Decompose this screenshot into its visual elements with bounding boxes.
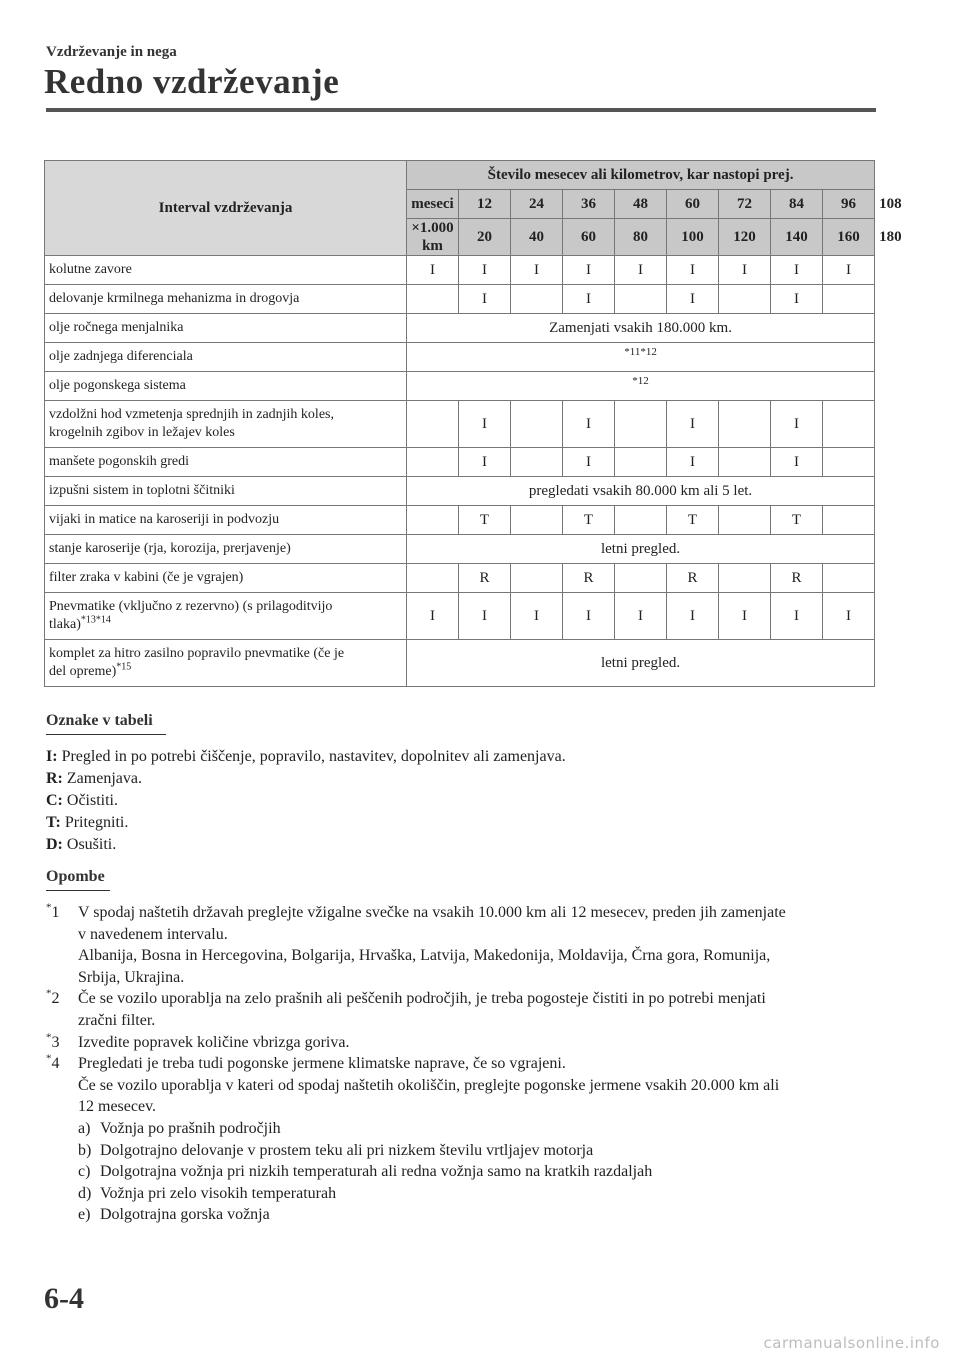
table-cell: I [563, 285, 615, 314]
table-cell: R [667, 564, 719, 593]
note-marker: *3 [46, 1031, 60, 1051]
table-cell [407, 448, 459, 477]
table-cell: T [563, 506, 615, 535]
table-cell: I [563, 256, 615, 285]
table-cell: I [407, 256, 459, 285]
table-cell: I [667, 448, 719, 477]
table-cell: I [667, 285, 719, 314]
watermark: carmanualsonline.info [763, 1334, 940, 1352]
km-cell: 80 [615, 219, 667, 256]
note-line: 12 mesecev. [78, 1098, 157, 1116]
row-label-line: vzdolžni hod vzmetenja sprednjih in zadnjih koles, [49, 407, 334, 422]
table-cell [823, 448, 875, 477]
span-cell: Zamenjati vsakih 180.000 km. [407, 314, 875, 343]
title-rule [46, 108, 876, 112]
table-cell: I [823, 256, 875, 285]
table-row [45, 477, 875, 506]
notes-list [46, 902, 856, 1226]
note-line: zračni filter. [78, 1011, 156, 1029]
table-cell: I [667, 401, 719, 448]
month-cell: 48 [615, 190, 667, 219]
month-cell: 36 [563, 190, 615, 219]
note-sub-item: a) Vožnja po prašnih področjih [78, 1119, 281, 1137]
table-row [45, 285, 875, 314]
row-label-line: tlaka) [49, 617, 81, 632]
table-row [45, 256, 875, 285]
span-cell: letni pregled. [407, 640, 875, 687]
note-line: Izvedite popravek količine vbrizga goriva. [78, 1033, 350, 1051]
row-label: manšete pogonskih gredi [45, 448, 407, 477]
table-cell: T [771, 506, 823, 535]
note-sub-item: e) Dolgotrajna gorska vožnja [78, 1206, 270, 1224]
table-cell: I [823, 593, 875, 640]
table-row [45, 372, 875, 401]
group-header: Število mesecev ali kilometrov, kar nastopi prej. [407, 161, 875, 190]
table-cell [615, 506, 667, 535]
table-cell: I [459, 593, 511, 640]
table-cell [511, 285, 563, 314]
legend-code: D: [46, 836, 63, 853]
legend-heading-rule [46, 734, 166, 735]
note-marker: *1 [46, 901, 60, 921]
table-cell: R [563, 564, 615, 593]
interval-header: Interval vzdrževanja [45, 161, 407, 256]
table-cell [823, 506, 875, 535]
table-row [45, 506, 875, 535]
table-cell: T [667, 506, 719, 535]
table-cell: I [771, 285, 823, 314]
span-cell: letni pregled. [407, 535, 875, 564]
table-cell: I [771, 448, 823, 477]
month-cell: 84 [771, 190, 823, 219]
table-cell: I [771, 401, 823, 448]
table-row [45, 535, 875, 564]
table-cell [719, 448, 771, 477]
note-sub-item: b) Dolgotrajno delovanje v prostem teku ali pri nizkem številu vrtljajev motorja [78, 1141, 594, 1159]
footnote-ref-cell: *12 [407, 372, 875, 401]
table-cell: I [407, 593, 459, 640]
month-cell: 72 [719, 190, 771, 219]
table-cell [511, 448, 563, 477]
table-cell [511, 506, 563, 535]
km-cell: 120 [719, 219, 771, 256]
km-cell: 60 [563, 219, 615, 256]
table-cell: T [459, 506, 511, 535]
table-cell: I [459, 401, 511, 448]
table-cell: I [771, 256, 823, 285]
footnote-ref: *13*14 [80, 614, 111, 626]
table-cell [615, 564, 667, 593]
note-line: v navedenem intervalu. [78, 925, 228, 943]
note-line: Če se vozilo uporablja v kateri od spodaj naštetih okoliščin, preglejte pogonske jermene vsakih 20.000 km ali [78, 1076, 780, 1094]
note-3 [46, 1032, 856, 1054]
table-cell: I [459, 256, 511, 285]
table-cell: I [511, 256, 563, 285]
table-row [45, 593, 875, 640]
table-cell [823, 285, 875, 314]
legend-text: Pritegniti. [64, 814, 129, 831]
table-cell: I [459, 448, 511, 477]
row-label: vijaki in matice na karoseriji in podvozju [45, 506, 407, 535]
months-label: meseci [407, 190, 459, 219]
table-cell [407, 401, 459, 448]
row-label: izpušni sistem in toplotni ščitniki [45, 477, 407, 506]
row-label: olje ročnega menjalnika [45, 314, 407, 343]
section-label: Vzdrževanje in nega [46, 44, 177, 60]
table-cell [615, 448, 667, 477]
km-cell: 140 [771, 219, 823, 256]
km-cell: 20 [459, 219, 511, 256]
table-cell [823, 401, 875, 448]
legend-item [46, 768, 566, 790]
table-cell: I [719, 256, 771, 285]
footnote-ref-cell: *11*12 [407, 343, 875, 372]
month-cell: 12 [459, 190, 511, 219]
legend-code: I: [46, 748, 58, 765]
table-cell: R [459, 564, 511, 593]
month-cell: 60 [667, 190, 719, 219]
legend-item [46, 790, 566, 812]
table-cell: I [667, 256, 719, 285]
row-label [45, 640, 407, 687]
legend-item [46, 812, 566, 834]
km-row: ×1.000 km 20 40 60 80 100 120 140 160 180 [45, 219, 875, 256]
note-marker: *4 [46, 1052, 60, 1073]
legend-item [46, 834, 566, 856]
legend-text: Očistiti. [66, 792, 118, 809]
table-row [45, 640, 875, 687]
table-cell [719, 506, 771, 535]
note-sub-item: c) Dolgotrajna vožnja pri nizkih temperaturah ali redna vožnja samo na kratkih razdaljah [78, 1163, 653, 1181]
legend-text: Zamenjava. [66, 770, 142, 787]
table-cell: R [771, 564, 823, 593]
table-cell [615, 401, 667, 448]
table-cell [407, 564, 459, 593]
legend-code: C: [46, 792, 63, 809]
months-row: meseci 12 24 36 48 60 72 84 96 108 [45, 190, 875, 219]
page-number: 6-4 [44, 1282, 84, 1315]
table-cell [823, 564, 875, 593]
footnote-ref: *15 [116, 661, 132, 673]
table-cell: I [511, 593, 563, 640]
month-cell: 96 [823, 190, 875, 219]
row-label: olje zadnjega diferenciala [45, 343, 407, 372]
km-cell: 40 [511, 219, 563, 256]
note-marker: *2 [46, 988, 60, 1008]
row-label-line: del opreme) [49, 664, 117, 679]
table-cell: I [615, 256, 667, 285]
km-label: ×1.000 km [407, 219, 459, 256]
table-cell [407, 285, 459, 314]
note-1 [46, 902, 856, 988]
month-cell: 24 [511, 190, 563, 219]
table-cell: I [719, 593, 771, 640]
note-sub-item: d) Vožnja pri zelo visokih temperaturah [78, 1184, 337, 1202]
note-line: Pregledati je treba tudi pogonske jermene klimatske naprave, če so vgrajeni. [78, 1055, 566, 1073]
table-cell: I [615, 593, 667, 640]
note-line: Albanija, Bosna in Hercegovina, Bolgarija, Hrvaška, Latvija, Makedonija, Moldavija, Črna gora, Romunija, [78, 947, 771, 965]
notes-heading-rule [46, 890, 110, 891]
table-cell [511, 564, 563, 593]
table-row [45, 448, 875, 477]
table-cell: I [563, 593, 615, 640]
note-line: V spodaj naštetih državah preglejte vžigalne svečke na vsakih 10.000 km ali 12 mesecev, preden jih zamenjate [78, 904, 786, 921]
span-cell: pregledati vsakih 80.000 km ali 5 let. [407, 477, 875, 506]
table-row [45, 401, 875, 448]
km-cell: 100 [667, 219, 719, 256]
note-line: Če se vozilo uporablja na zelo prašnih ali peščenih področjih, je treba pogosteje čistiti in po potrebi menjati [78, 990, 766, 1008]
note-2 [46, 988, 856, 1031]
row-label-line: Pnevmatike (vključno z rezervno) (s prilagoditvijo [49, 599, 333, 614]
table-row [45, 564, 875, 593]
table-cell [407, 506, 459, 535]
row-label: olje pogonskega sistema [45, 372, 407, 401]
row-label: delovanje krmilnega mehanizma in drogovja [45, 285, 407, 314]
table-cell [719, 564, 771, 593]
legend-list [46, 746, 566, 856]
table-cell: I [563, 448, 615, 477]
table-cell: I [459, 285, 511, 314]
page-title: Redno vzdrževanje [44, 62, 340, 101]
legend-item [46, 746, 566, 768]
table-cell: I [771, 593, 823, 640]
km-cell: 160 [823, 219, 875, 256]
legend-code: R: [46, 770, 63, 787]
table-cell: I [563, 401, 615, 448]
table-cell [615, 285, 667, 314]
maintenance-schedule-table [44, 160, 902, 687]
table-row [45, 343, 875, 372]
row-label: filter zraka v kabini (če je vgrajen) [45, 564, 407, 593]
table-cell [719, 285, 771, 314]
note-4 [46, 1053, 856, 1226]
legend-code: T: [46, 814, 61, 831]
row-label-line: krogelnih zgibov in ležajev koles [49, 425, 235, 440]
table-cell [719, 401, 771, 448]
row-label-line: komplet za hitro zasilno popravilo pnevmatike (če je [49, 646, 345, 661]
table-cell: I [667, 593, 719, 640]
row-label: stanje karoserije (rja, korozija, prerjavenje) [45, 535, 407, 564]
note-line: Srbija, Ukrajina. [78, 968, 185, 986]
table-row [45, 314, 875, 343]
row-label: kolutne zavore [45, 256, 407, 285]
legend-heading: Oznake v tabeli [46, 712, 153, 729]
row-label [45, 593, 407, 640]
table-cell [511, 401, 563, 448]
legend-text: Pregled in po potrebi čiščenje, popravilo, nastavitev, dopolnitev ali zamenjava. [61, 748, 566, 765]
table-header-row [45, 161, 875, 190]
notes-heading: Opombe [46, 868, 105, 885]
row-label [45, 401, 407, 448]
legend-text: Osušiti. [66, 836, 117, 853]
